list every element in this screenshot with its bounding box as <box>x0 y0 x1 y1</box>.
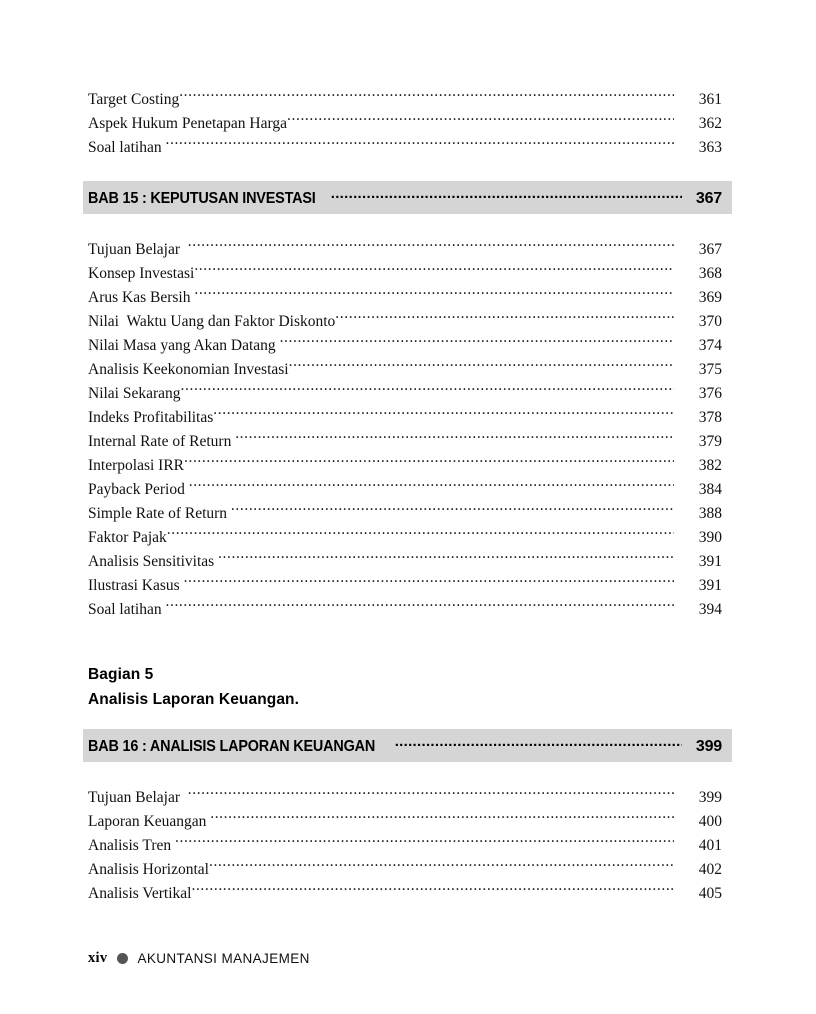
dot-leader <box>184 455 674 470</box>
toc-entry-page-number: 363 <box>698 139 722 156</box>
toc-entry-title: Faktor Pajak <box>88 529 167 546</box>
toc-entry-title: Internal Rate of Return <box>88 433 236 450</box>
dot-leader <box>175 835 674 850</box>
toc-section-bab-16 <box>88 786 722 906</box>
toc-entry[interactable] <box>88 598 722 622</box>
toc-entry[interactable] <box>88 550 722 574</box>
chapter-bar-page-number: 367 <box>695 190 722 207</box>
toc-entry[interactable] <box>88 136 722 160</box>
toc-entry[interactable] <box>88 112 722 136</box>
toc-entry-title: Simple Rate of Return <box>88 505 231 522</box>
toc-entry-title: Laporan Keuangan <box>88 813 211 830</box>
toc-entry-title: Analisis Tren <box>88 837 175 854</box>
toc-entry-page-number: 402 <box>698 861 722 878</box>
dot-leader <box>188 787 674 802</box>
toc-entry-title: Nilai Waktu Uang dan Faktor Diskonto <box>88 313 336 330</box>
toc-section-continued <box>88 88 722 160</box>
toc-entry-title: Ilustrasi Kasus <box>88 577 184 594</box>
part-heading-line-1: Bagian 5 <box>88 666 154 683</box>
toc-entry[interactable] <box>88 454 722 478</box>
toc-entry-title: Soal latihan <box>88 601 166 618</box>
dot-leader <box>191 883 674 898</box>
toc-entry-page-number: 379 <box>698 433 722 450</box>
toc-entry[interactable] <box>88 382 722 406</box>
dot-leader <box>188 239 674 254</box>
dot-leader <box>331 187 682 203</box>
toc-entry-title: Indeks Profitabilitas <box>88 409 214 426</box>
toc-entry-page-number: 382 <box>698 457 722 474</box>
chapter-bar-title: BAB 16 : ANALISIS LAPORAN KEUANGAN <box>88 738 376 755</box>
dot-leader <box>181 383 674 398</box>
toc-entry-page-number: 361 <box>698 91 722 108</box>
dot-leader <box>166 599 675 614</box>
folio-number: xiv <box>88 949 108 966</box>
toc-entry-title: Tujuan Belajar <box>88 789 188 806</box>
dot-leader <box>184 575 674 590</box>
toc-entry-page-number: 369 <box>698 289 722 306</box>
toc-entry-page-number: 394 <box>698 601 722 618</box>
chapter-bar-inner <box>83 735 732 756</box>
toc-entry[interactable] <box>88 478 722 502</box>
toc-entry-page-number: 370 <box>698 313 722 330</box>
dot-leader <box>194 287 674 302</box>
toc-entry[interactable] <box>88 882 722 906</box>
dot-leader <box>213 407 674 422</box>
toc-entry[interactable] <box>88 286 722 310</box>
toc-entry-page-number: 374 <box>698 337 722 354</box>
toc-entry[interactable] <box>88 502 722 526</box>
toc-entry[interactable] <box>88 88 722 112</box>
toc-entry[interactable] <box>88 262 722 286</box>
toc-entry-title: Payback Period <box>88 481 189 498</box>
toc-entry-page-number: 384 <box>698 481 722 498</box>
toc-entry[interactable] <box>88 430 722 454</box>
chapter-bar-bab-16[interactable] <box>83 729 732 762</box>
toc-entry[interactable] <box>88 526 722 550</box>
toc-entry-page-number: 376 <box>698 385 722 402</box>
bullet-dot-icon <box>117 953 128 964</box>
toc-entry[interactable] <box>88 834 722 858</box>
chapter-bar-bab-15[interactable] <box>83 181 732 214</box>
toc-entry-page-number: 399 <box>698 789 722 806</box>
dot-leader <box>231 503 674 518</box>
dot-leader <box>289 359 674 374</box>
chapter-bar-title: BAB 15 : KEPUTUSAN INVESTASI <box>88 190 316 207</box>
toc-entry-page-number: 391 <box>698 577 722 594</box>
page-footer <box>88 948 310 968</box>
toc-entry[interactable] <box>88 786 722 810</box>
book-title-footer: AKUNTANSI MANAJEMEN <box>137 950 310 966</box>
dot-leader <box>189 479 674 494</box>
dot-leader <box>287 113 674 128</box>
toc-entry-title: Analisis Sensitivitas <box>88 553 219 570</box>
toc-entry-page-number: 400 <box>698 813 722 830</box>
toc-entry-page-number: 405 <box>698 885 722 902</box>
toc-entry-title: Aspek Hukum Penetapan Harga <box>88 115 288 132</box>
toc-entry-page-number: 378 <box>698 409 722 426</box>
part-heading-bagian-5 <box>88 662 299 712</box>
toc-entry-page-number: 391 <box>698 553 722 570</box>
toc-entry-page-number: 390 <box>698 529 722 546</box>
dot-leader <box>209 859 674 874</box>
toc-entry[interactable] <box>88 334 722 358</box>
toc-entry-title: Arus Kas Bersih <box>88 289 195 306</box>
toc-entry-page-number: 388 <box>698 505 722 522</box>
dot-leader <box>194 263 674 278</box>
dot-leader <box>179 89 674 104</box>
toc-entry-title: Nilai Sekarang <box>88 385 181 402</box>
toc-entry-title: Konsep Investasi <box>88 265 195 282</box>
toc-entry-page-number: 375 <box>698 361 722 378</box>
toc-entry-page-number: 401 <box>698 837 722 854</box>
toc-entry-page-number: 367 <box>698 241 722 258</box>
toc-entry-title: Analisis Keekonomian Investasi <box>88 361 289 378</box>
toc-entry-page-number: 368 <box>698 265 722 282</box>
dot-leader <box>395 735 682 751</box>
toc-section-bab-15 <box>88 238 722 622</box>
toc-entry[interactable] <box>88 574 722 598</box>
dot-leader <box>167 527 674 542</box>
toc-entry[interactable] <box>88 310 722 334</box>
dot-leader <box>210 811 674 826</box>
dot-leader <box>335 311 674 326</box>
part-heading-line-2: Analisis Laporan Keuangan. <box>88 691 300 708</box>
chapter-bar-page-number: 399 <box>695 738 722 755</box>
toc-entry-title: Target Costing <box>88 91 180 108</box>
toc-entry-title: Interpolasi IRR <box>88 457 184 474</box>
dot-leader <box>235 431 674 446</box>
dot-leader <box>280 335 674 350</box>
toc-entry[interactable] <box>88 810 722 834</box>
toc-entry[interactable] <box>88 858 722 882</box>
chapter-bar-inner <box>83 187 732 208</box>
toc-entry-page-number: 362 <box>698 115 722 132</box>
toc-entry-title: Analisis Horizontal <box>88 861 209 878</box>
toc-entry[interactable] <box>88 358 722 382</box>
toc-entry-title: Soal latihan <box>88 139 166 156</box>
toc-entry-title: Tujuan Belajar <box>88 241 188 258</box>
dot-leader <box>218 551 674 566</box>
toc-entry[interactable] <box>88 238 722 262</box>
toc-entry-title: Analisis Vertikal <box>88 885 192 902</box>
toc-entry[interactable] <box>88 406 722 430</box>
toc-entry-title: Nilai Masa yang Akan Datang <box>88 337 280 354</box>
dot-leader <box>166 137 675 152</box>
